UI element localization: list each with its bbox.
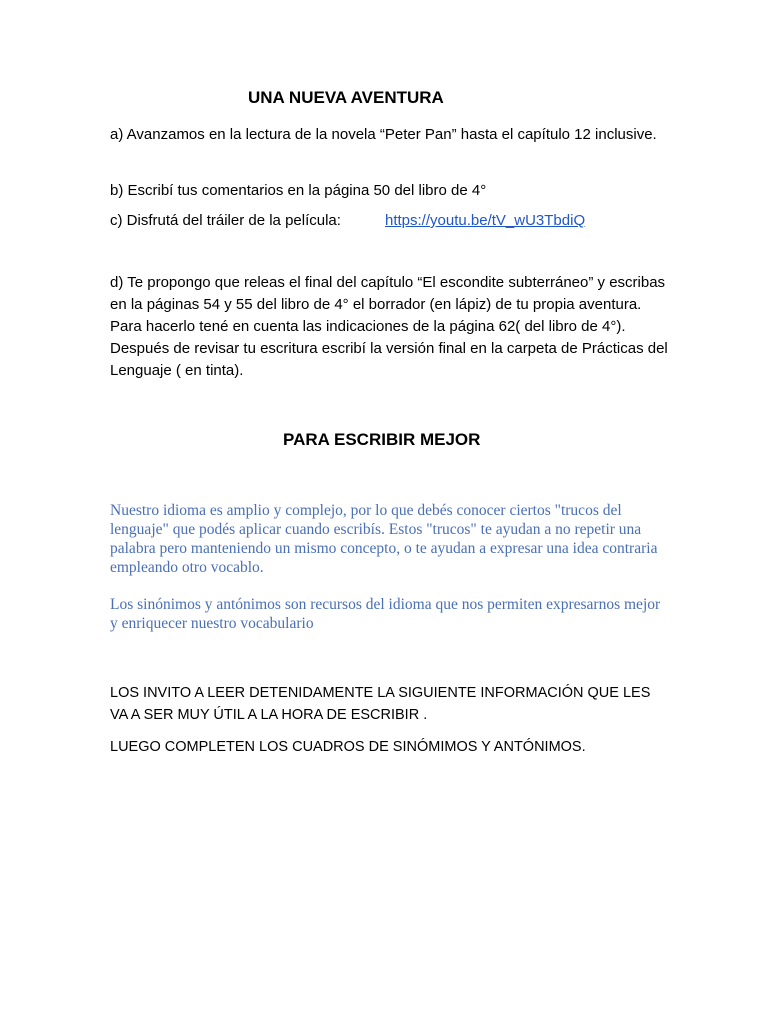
item-c [110, 210, 670, 232]
section-subtitle: PARA ESCRIBIR MEJOR [283, 430, 481, 449]
item-b: b) Escribí tus comentarios en la página 50 del libro de 4° [110, 182, 487, 199]
instruction-1: LOS INVITO A LEER DETENIDAMENTE LA SIGUIENTE INFORMACIÓN QUE LES VA A SER MUY ÚTIL A LA HORA DE ESCRIBIR . [110, 685, 651, 723]
item-d: d) Te propongo que releas el final del capítulo “El escondite subterráneo” y escribas en la páginas 54 y 55 del libro de 4° el borrador (en lápiz) de tu propia aventura. Para hacerlo tené en cuenta las indicaciones de la página 62( del libro de 4°). Después de revisar tu escritura escribí la versión final en la carpeta de Prácticas del Lenguaje ( en tinta). [110, 274, 668, 379]
blue-paragraph-2: Los sinónimos y antónimos son recursos del idioma que nos permiten expresarnos mejor y enriquecer nuestro vocabulario [110, 596, 661, 632]
trailer-link[interactable]: https://youtu.be/tV_wU3TbdiQ [385, 212, 586, 229]
page-title: UNA NUEVA AVENTURA [248, 88, 444, 107]
instruction-2: LUEGO COMPLETEN LOS CUADROS DE SINÓMIMOS Y ANTÓNIMOS. [110, 739, 586, 755]
item-a: a) Avanzamos en la lectura de la novela “Peter Pan” hasta el capítulo 12 inclusive. [110, 126, 657, 143]
item-c-label: c) Disfrutá del tráiler de la película: [110, 212, 341, 229]
blue-paragraph-1: Nuestro idioma es amplio y complejo, por lo que debés conocer ciertos "trucos del lenguaje" que podés aplicar cuando escribís. Estos "trucos" te ayudan a no repetir una palabra pero manteniendo un mismo concepto, o te ayudan a expresar una idea contraria empleando otro vocablo. [110, 502, 658, 576]
